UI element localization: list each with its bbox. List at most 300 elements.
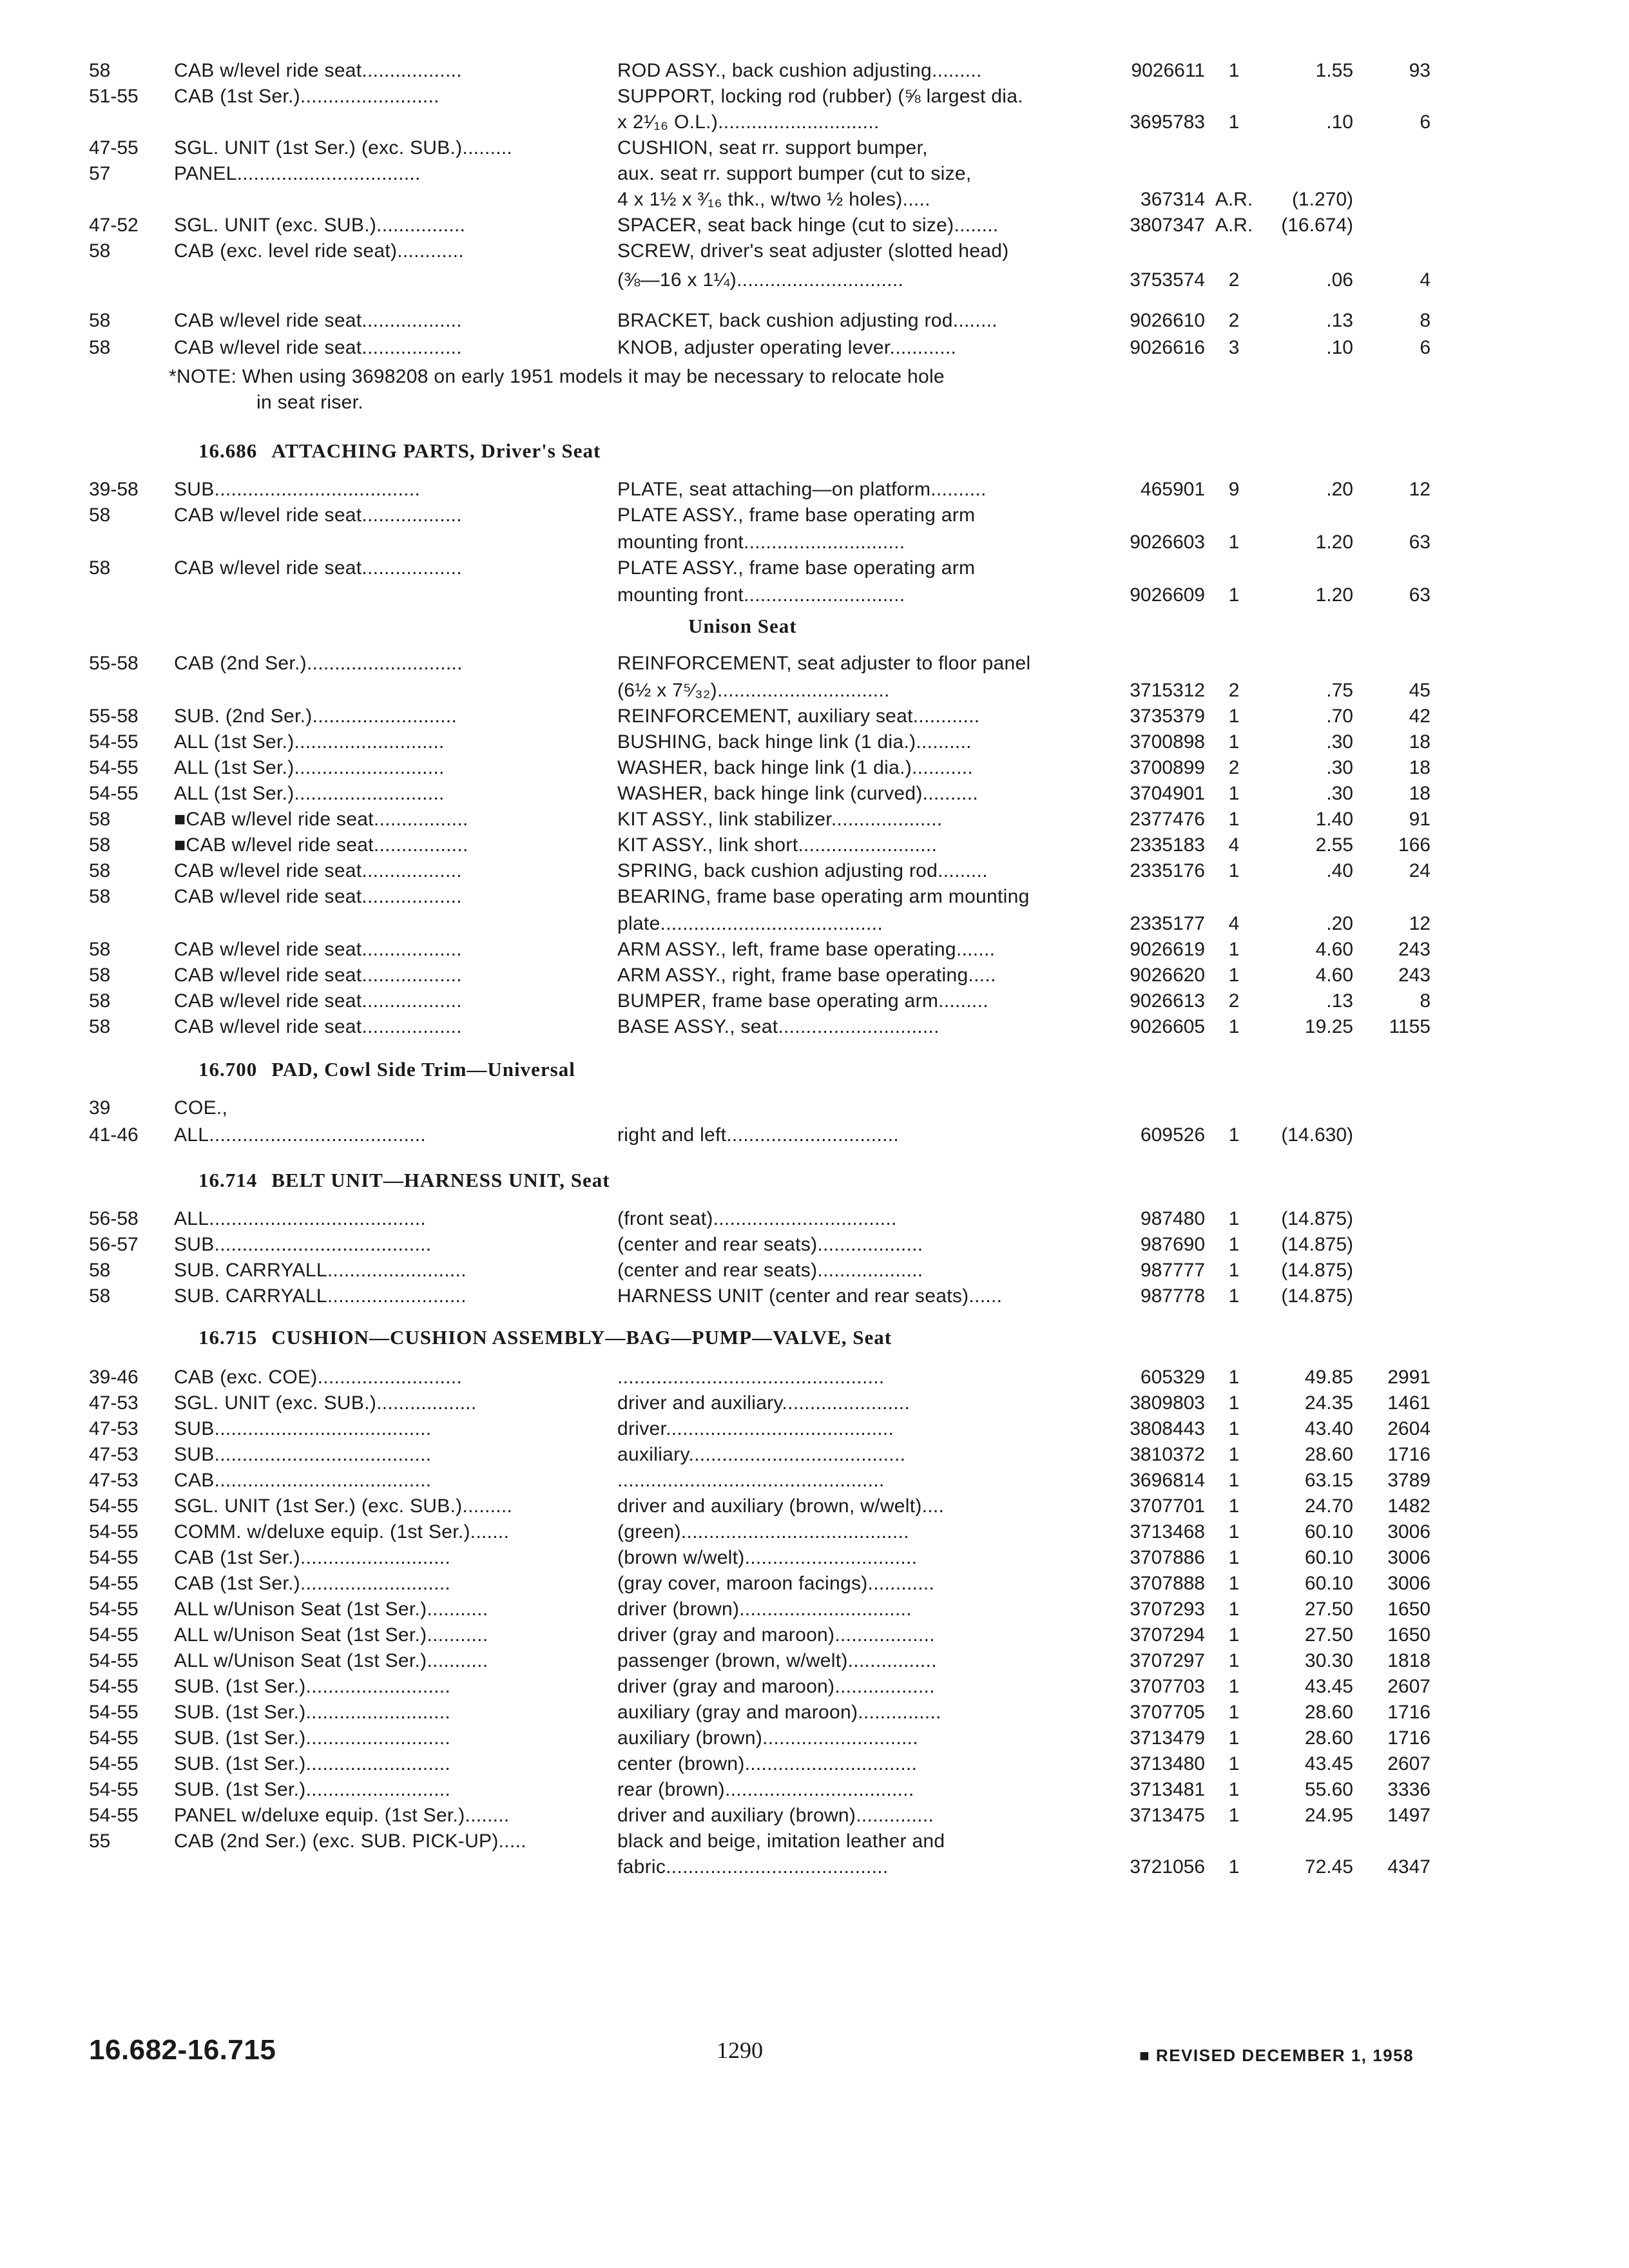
cell-desc: REINFORCEMENT, seat adjuster to floor panel: [617, 653, 1031, 674]
cell-qty: A.R.: [1215, 189, 1253, 210]
cell-model: ALL w/Unison Seat (1st Ser.)...........: [174, 1599, 488, 1620]
cell-qty: 1: [1228, 1676, 1240, 1697]
cell-wt: 91: [1409, 809, 1431, 830]
cell-wt: 2607: [1387, 1676, 1431, 1697]
cell-price: .13: [1326, 990, 1353, 1012]
cell-model: COMM. w/deluxe equip. (1st Ser.).......: [174, 1521, 510, 1542]
cell-model: SUB. CARRYALL.........................: [174, 1285, 467, 1307]
cell-model: SUB. (1st Ser.)..........................: [174, 1676, 451, 1697]
cell-part: 367314: [1140, 189, 1205, 210]
cell-year: 58: [89, 886, 111, 907]
cell-price: 60.10: [1304, 1573, 1353, 1594]
cell-year: 41-46: [89, 1124, 139, 1146]
cell-model: CAB (exc. level ride seat)............: [174, 240, 464, 262]
cell-year: 58: [89, 240, 111, 262]
cell-qty: 1: [1228, 783, 1240, 804]
cell-price: 4.60: [1315, 939, 1353, 960]
cell-desc: driver and auxiliary (brown, w/welt)....: [617, 1495, 945, 1517]
cell-price: 4.60: [1315, 965, 1353, 986]
cell-price: 55.60: [1304, 1779, 1353, 1800]
cell-model: ALL (1st Ser.)...........................: [174, 783, 445, 804]
table-row: [0, 678, 1629, 704]
cell-year: 57: [89, 163, 111, 184]
cell-year: 47-52: [89, 215, 139, 236]
cell-part: 3700898: [1130, 731, 1205, 753]
cell-qty: 1: [1228, 1727, 1240, 1749]
cell-wt: 4: [1420, 269, 1431, 291]
cell-part: 3707701: [1130, 1495, 1205, 1517]
cell-price: 2.55: [1315, 834, 1353, 856]
table-row: [0, 1854, 1629, 1880]
cell-part: 2335183: [1130, 834, 1205, 856]
cell-qty: 1: [1228, 706, 1240, 727]
section-title: BELT UNIT—HARNESS UNIT, Seat: [271, 1169, 610, 1191]
table-row: [0, 1571, 1629, 1597]
cell-price: 1.20: [1315, 532, 1353, 553]
cell-part: 3713479: [1130, 1727, 1205, 1749]
cell-qty: 3: [1228, 337, 1240, 358]
cell-year: 58: [89, 834, 111, 856]
table-row: [0, 1468, 1629, 1494]
cell-part: 3713481: [1130, 1779, 1205, 1800]
cell-year: 47-53: [89, 1392, 139, 1414]
cell-model: CAB (2nd Ser.) (exc. SUB. PICK-UP).....: [174, 1831, 526, 1852]
cell-model: SGL. UNIT (1st Ser.) (exc. SUB.).........: [174, 137, 513, 159]
cell-part: 9026610: [1130, 310, 1205, 331]
cell-year: 54-55: [89, 757, 139, 778]
cell-qty: 2: [1228, 269, 1240, 291]
cell-part: 3713468: [1130, 1521, 1205, 1542]
cell-desc: (center and rear seats)...................: [617, 1260, 923, 1281]
cell-model: SUB.......................................: [174, 1234, 432, 1255]
cell-model: SUB. (1st Ser.)..........................: [174, 1753, 451, 1774]
cell-wt: 18: [1409, 757, 1431, 778]
cell-part: 9026611: [1131, 60, 1205, 81]
cell-wt: 63: [1409, 532, 1431, 553]
cell-model: SUB. (1st Ser.)..........................: [174, 1727, 451, 1749]
cell-year: 47-53: [89, 1470, 139, 1491]
cell-wt: 6: [1420, 111, 1431, 133]
cell-part: 3707297: [1130, 1650, 1205, 1671]
cell-part: 987778: [1140, 1285, 1205, 1307]
cell-part: 3700899: [1130, 757, 1205, 778]
cell-model: SUB. (1st Ser.)..........................: [174, 1702, 451, 1723]
cell-desc: driver and auxiliary (brown)..............: [617, 1805, 934, 1826]
table-row: [0, 1014, 1629, 1040]
cell-desc: ARM ASSY., right, frame base operating.....: [617, 965, 996, 986]
cell-model: CAB w/level ride seat..................: [174, 557, 462, 579]
table-row: [0, 161, 1629, 187]
cell-year: 54-55: [89, 1676, 139, 1697]
cell-model: SGL. UNIT (1st Ser.) (exc. SUB.).........: [174, 1495, 513, 1517]
cell-wt: 2991: [1387, 1367, 1431, 1388]
table-row: [0, 213, 1629, 238]
cell-wt: 18: [1409, 731, 1431, 753]
cell-year: 55-58: [89, 706, 139, 727]
cell-model: SUB.......................................: [174, 1418, 432, 1439]
cell-qty: 1: [1228, 1285, 1240, 1307]
cell-qty: 1: [1228, 1016, 1240, 1037]
table-row: [0, 503, 1629, 528]
section-title: PAD, Cowl Side Trim—Universal: [271, 1058, 575, 1081]
cell-price: 1.20: [1315, 584, 1353, 606]
cell-model: CAB (2nd Ser.)............................: [174, 653, 463, 674]
cell-year: 58: [89, 60, 111, 81]
cell-price: 43.45: [1304, 1676, 1353, 1697]
table-row: [0, 858, 1629, 884]
cell-year: 56-57: [89, 1234, 139, 1255]
cell-desc: ARM ASSY., left, frame base operating.......: [617, 939, 996, 960]
cell-model: CAB w/level ride seat..................: [174, 965, 462, 986]
cell-qty: 1: [1228, 532, 1240, 553]
cell-model: CAB w/level ride seat..................: [174, 860, 462, 881]
cell-price: 1.55: [1315, 60, 1353, 81]
cell-qty: 1: [1228, 809, 1240, 830]
cell-qty: 1: [1228, 1260, 1240, 1281]
cell-model: SUB. (1st Ser.)..........................: [174, 1779, 451, 1800]
footer-page-number: 1290: [717, 2037, 763, 2063]
cell-qty: 1: [1228, 111, 1240, 133]
cell-wt: 4347: [1387, 1856, 1431, 1878]
cell-price: 19.25: [1304, 1016, 1353, 1037]
cell-price: 27.50: [1304, 1599, 1353, 1620]
cell-wt: 2604: [1387, 1418, 1431, 1439]
cell-price: (14.875): [1281, 1285, 1353, 1307]
cell-wt: 1650: [1387, 1599, 1431, 1620]
section-number: 16.700: [198, 1058, 258, 1081]
cell-wt: 1482: [1387, 1495, 1431, 1517]
subheading-unison-seat: Unison Seat: [688, 615, 797, 637]
table-row: [0, 335, 1629, 361]
cell-part: 3707888: [1130, 1573, 1205, 1594]
cell-price: .30: [1326, 783, 1353, 804]
cell-year: 39: [89, 1097, 111, 1119]
cell-desc: right and left...............................: [617, 1124, 899, 1146]
cell-desc: (center and rear seats)...................: [617, 1234, 923, 1255]
cell-desc: WASHER, back hinge link (curved)..........: [617, 783, 978, 804]
cell-model: CAB w/level ride seat..................: [174, 886, 462, 907]
cell-qty: 1: [1228, 1234, 1240, 1255]
cell-desc: auxiliary (gray and maroon)...............: [617, 1702, 941, 1723]
cell-wt: 1461: [1387, 1392, 1431, 1414]
cell-price: .30: [1326, 757, 1353, 778]
cell-desc: ROD ASSY., back cushion adjusting.........: [617, 60, 982, 81]
section-heading-belt-unit: [198, 1168, 610, 1193]
cell-desc: plate........................................: [617, 913, 883, 934]
cell-desc: CUSHION, seat rr. support bumper,: [617, 137, 928, 159]
table-row: [0, 755, 1629, 781]
table-row: [0, 832, 1629, 858]
cell-year: 56-58: [89, 1208, 139, 1229]
cell-price: 27.50: [1304, 1624, 1353, 1646]
cell-part: 9026603: [1130, 532, 1205, 553]
cell-year: 47-55: [89, 137, 139, 159]
cell-desc: mounting front.............................: [617, 584, 905, 606]
cell-part: 987777: [1140, 1260, 1205, 1281]
cell-price: 30.30: [1304, 1650, 1353, 1671]
cell-wt: 45: [1409, 680, 1431, 701]
cell-wt: 93: [1409, 60, 1431, 81]
cell-price: 24.95: [1304, 1805, 1353, 1826]
cell-qty: 1: [1228, 1392, 1240, 1414]
cell-desc: 4 x 1½ x ³⁄₁₆ thk., w/two ½ holes).....: [617, 189, 930, 210]
cell-year: 54-55: [89, 1547, 139, 1568]
cell-model: SUB.....................................: [174, 479, 421, 500]
section-number: 16.686: [198, 439, 258, 462]
cell-desc: HARNESS UNIT (center and rear seats)......: [617, 1285, 1003, 1307]
cell-desc: driver and auxiliary.......................: [617, 1392, 911, 1414]
cell-desc: BUSHING, back hinge link (1 dia.)..........: [617, 731, 972, 753]
cell-year: 39-46: [89, 1367, 139, 1388]
cell-qty: 1: [1228, 1208, 1240, 1229]
cell-part: 987480: [1140, 1208, 1205, 1229]
cell-model: CAB w/level ride seat..................: [174, 1016, 462, 1037]
cell-wt: 3006: [1387, 1573, 1431, 1594]
cell-desc: center (brown)...............................: [617, 1753, 918, 1774]
table-row: [0, 884, 1629, 910]
cell-wt: 1650: [1387, 1624, 1431, 1646]
cell-model: CAB w/level ride seat..................: [174, 310, 462, 331]
table-row: [0, 582, 1629, 608]
cell-part: 2335176: [1130, 860, 1205, 881]
cell-wt: 243: [1398, 965, 1431, 986]
cell-year: 58: [89, 1260, 111, 1281]
cell-price: .75: [1326, 680, 1353, 701]
cell-part: 3707294: [1130, 1624, 1205, 1646]
table-row: [0, 1597, 1629, 1622]
cell-wt: 2607: [1387, 1753, 1431, 1774]
cell-part: 609526: [1140, 1124, 1205, 1146]
cell-price: (1.270): [1291, 189, 1353, 210]
table-row: [0, 1674, 1629, 1700]
cell-price: 49.85: [1304, 1367, 1353, 1388]
cell-desc: driver (brown)...............................: [617, 1599, 912, 1620]
table-row: [0, 530, 1629, 555]
cell-year: 54-55: [89, 1521, 139, 1542]
cell-part: 987690: [1140, 1234, 1205, 1255]
cell-model: ALL w/Unison Seat (1st Ser.)...........: [174, 1624, 488, 1646]
cell-model: ■CAB w/level ride seat.................: [174, 834, 468, 856]
cell-qty: 1: [1228, 1702, 1240, 1723]
cell-model: SGL. UNIT (exc. SUB.)..................: [174, 1392, 477, 1414]
cell-wt: 6: [1420, 337, 1431, 358]
cell-wt: 166: [1398, 834, 1431, 856]
cell-model: ALL.......................................: [174, 1124, 427, 1146]
cell-model: CAB w/level ride seat..................: [174, 505, 462, 526]
cell-desc: PLATE ASSY., frame base operating arm: [617, 505, 976, 526]
cell-model: CAB (exc. COE)..........................: [174, 1367, 463, 1388]
table-row: [0, 1751, 1629, 1777]
table-row: [0, 1648, 1629, 1674]
cell-wt: 1716: [1387, 1727, 1431, 1749]
cell-model: SGL. UNIT (exc. SUB.)................: [174, 215, 466, 236]
cell-desc: KNOB, adjuster operating lever............: [617, 337, 957, 358]
cell-price: .70: [1326, 706, 1353, 727]
table-row: [0, 1803, 1629, 1829]
table-row: [0, 1365, 1629, 1390]
cell-price: 43.45: [1304, 1753, 1353, 1774]
cell-part: 3713475: [1130, 1805, 1205, 1826]
cell-part: 3809803: [1130, 1392, 1205, 1414]
cell-desc: x 2¹⁄₁₆ O.L.).............................: [617, 111, 880, 133]
cell-part: 3753574: [1130, 269, 1205, 291]
cell-qty: 1: [1228, 939, 1240, 960]
table-row: [0, 729, 1629, 755]
cell-wt: 1716: [1387, 1702, 1431, 1723]
cell-desc: ................................................: [617, 1367, 885, 1388]
cell-part: 3707703: [1130, 1676, 1205, 1697]
cell-desc: aux. seat rr. support bumper (cut to size,: [617, 163, 972, 184]
table-row: [0, 651, 1629, 677]
cell-price: 72.45: [1304, 1856, 1353, 1878]
cell-part: 3707293: [1130, 1599, 1205, 1620]
cell-wt: 1155: [1389, 1016, 1431, 1037]
table-row: [0, 1622, 1629, 1648]
cell-wt: 1818: [1387, 1650, 1431, 1671]
table-row: [0, 238, 1629, 264]
cell-model: ■CAB w/level ride seat.................: [174, 809, 468, 830]
cell-part: 3735379: [1130, 706, 1205, 727]
cell-year: 54-55: [89, 1573, 139, 1594]
cell-qty: 1: [1228, 1779, 1240, 1800]
cell-year: 54-55: [89, 1753, 139, 1774]
cell-part: 3721056: [1130, 1856, 1205, 1878]
cell-qty: 1: [1228, 1418, 1240, 1439]
cell-price: .20: [1326, 479, 1353, 500]
table-row: [0, 1519, 1629, 1545]
cell-year: 58: [89, 337, 111, 358]
cell-qty: 1: [1228, 1495, 1240, 1517]
table-row: [0, 781, 1629, 807]
cell-part: 9026616: [1130, 337, 1205, 358]
cell-price: .10: [1326, 337, 1353, 358]
cell-wt: 8: [1420, 990, 1431, 1012]
cell-part: 9026619: [1130, 939, 1205, 960]
cell-price: (14.875): [1281, 1208, 1353, 1229]
cell-wt: 12: [1409, 913, 1431, 934]
cell-part: 3696814: [1130, 1470, 1205, 1491]
cell-year: 55: [89, 1831, 111, 1852]
cell-model: SUB. CARRYALL.........................: [174, 1260, 467, 1281]
section-heading-cushion: [198, 1325, 892, 1350]
cell-model: PANEL w/deluxe equip. (1st Ser.)........: [174, 1805, 510, 1826]
cell-part: 3695783: [1130, 111, 1205, 133]
cell-wt: 3336: [1387, 1779, 1431, 1800]
cell-qty: 1: [1228, 965, 1240, 986]
cell-year: 54-55: [89, 1495, 139, 1517]
cell-desc: (gray cover, maroon facings)............: [617, 1573, 935, 1594]
cell-year: 58: [89, 1016, 111, 1037]
cell-qty: 1: [1228, 1573, 1240, 1594]
cell-part: 3810372: [1130, 1444, 1205, 1465]
table-row: [0, 1545, 1629, 1571]
cell-price: .13: [1326, 310, 1353, 331]
cell-part: 3715312: [1130, 680, 1205, 701]
cell-part: 605329: [1140, 1367, 1205, 1388]
cell-year: 54-55: [89, 1779, 139, 1800]
cell-year: 58: [89, 990, 111, 1012]
cell-price: 43.40: [1304, 1418, 1353, 1439]
cell-part: 9026613: [1130, 990, 1205, 1012]
cell-qty: 4: [1228, 834, 1240, 856]
cell-year: 58: [89, 939, 111, 960]
cell-qty: 1: [1228, 584, 1240, 606]
cell-year: 54-55: [89, 783, 139, 804]
cell-price: 1.40: [1315, 809, 1353, 830]
cell-part: 3808443: [1130, 1418, 1205, 1439]
table-row: [0, 477, 1629, 503]
table-row: [0, 187, 1629, 213]
cell-wt: 12: [1409, 479, 1431, 500]
cell-part: 9026620: [1130, 965, 1205, 986]
cell-desc: auxiliary (brown)............................: [617, 1727, 918, 1749]
cell-wt: 3789: [1387, 1470, 1431, 1491]
cell-model: COE.,: [174, 1097, 228, 1119]
cell-year: 58: [89, 809, 111, 830]
cell-model: CAB.......................................: [174, 1470, 432, 1491]
cell-qty: 1: [1228, 1521, 1240, 1542]
cell-price: 28.60: [1304, 1727, 1353, 1749]
cell-price: (16.674): [1281, 215, 1353, 236]
cell-qty: 1: [1228, 1599, 1240, 1620]
table-row: [0, 1700, 1629, 1725]
cell-desc: passenger (brown, w/welt)................: [617, 1650, 937, 1671]
cell-model: CAB w/level ride seat..................: [174, 990, 462, 1012]
cell-year: 58: [89, 965, 111, 986]
cell-model: CAB w/level ride seat..................: [174, 60, 462, 81]
cell-desc: rear (brown)..................................: [617, 1779, 914, 1800]
table-row: [0, 1416, 1629, 1442]
table-row: [0, 988, 1629, 1014]
cell-wt: 3006: [1387, 1547, 1431, 1568]
cell-part: 3707886: [1130, 1547, 1205, 1568]
cell-desc: driver (gray and maroon)..................: [617, 1676, 935, 1697]
cell-price: 60.10: [1304, 1521, 1353, 1542]
cell-wt: 1497: [1387, 1805, 1431, 1826]
cell-model: ALL.......................................: [174, 1208, 427, 1229]
cell-qty: 1: [1228, 1444, 1240, 1465]
table-row: [0, 135, 1629, 161]
table-row: [0, 308, 1629, 334]
section-title: ATTACHING PARTS, Driver's Seat: [271, 439, 601, 462]
cell-qty: 1: [1228, 1805, 1240, 1826]
cell-part: 9026605: [1130, 1016, 1205, 1037]
cell-wt: 8: [1420, 310, 1431, 331]
cell-desc: SCREW, driver's seat adjuster (slotted head): [617, 240, 1009, 262]
table-row: [0, 1725, 1629, 1751]
cell-qty: 1: [1228, 1753, 1240, 1774]
cell-qty: 1: [1228, 1547, 1240, 1568]
cell-model: CAB (1st Ser.)...........................: [174, 1547, 451, 1568]
cell-year: 39-58: [89, 479, 139, 500]
cell-wt: 18: [1409, 783, 1431, 804]
cell-desc: auxiliary.......................................: [617, 1444, 906, 1465]
cell-qty: 1: [1228, 1367, 1240, 1388]
section-title: CUSHION—CUSHION ASSEMBLY—BAG—PUMP—VALVE, Seat: [271, 1326, 892, 1349]
cell-part: 3807347: [1130, 215, 1205, 236]
cell-desc: (brown w/welt)...............................: [617, 1547, 918, 1568]
cell-model: ALL w/Unison Seat (1st Ser.)...........: [174, 1650, 488, 1671]
cell-price: .20: [1326, 913, 1353, 934]
table-row: [0, 1829, 1629, 1854]
section-number: 16.714: [198, 1169, 258, 1191]
cell-year: 54-55: [89, 1702, 139, 1723]
cell-qty: 1: [1228, 60, 1240, 81]
cell-desc: PLATE, seat attaching—on platform..........: [617, 479, 987, 500]
table-row: [0, 1494, 1629, 1519]
cell-part: 465901: [1140, 479, 1205, 500]
note-line-1: *NOTE: When using 3698208 on early 1951 models it may be necessary to relocate hole: [169, 366, 945, 387]
